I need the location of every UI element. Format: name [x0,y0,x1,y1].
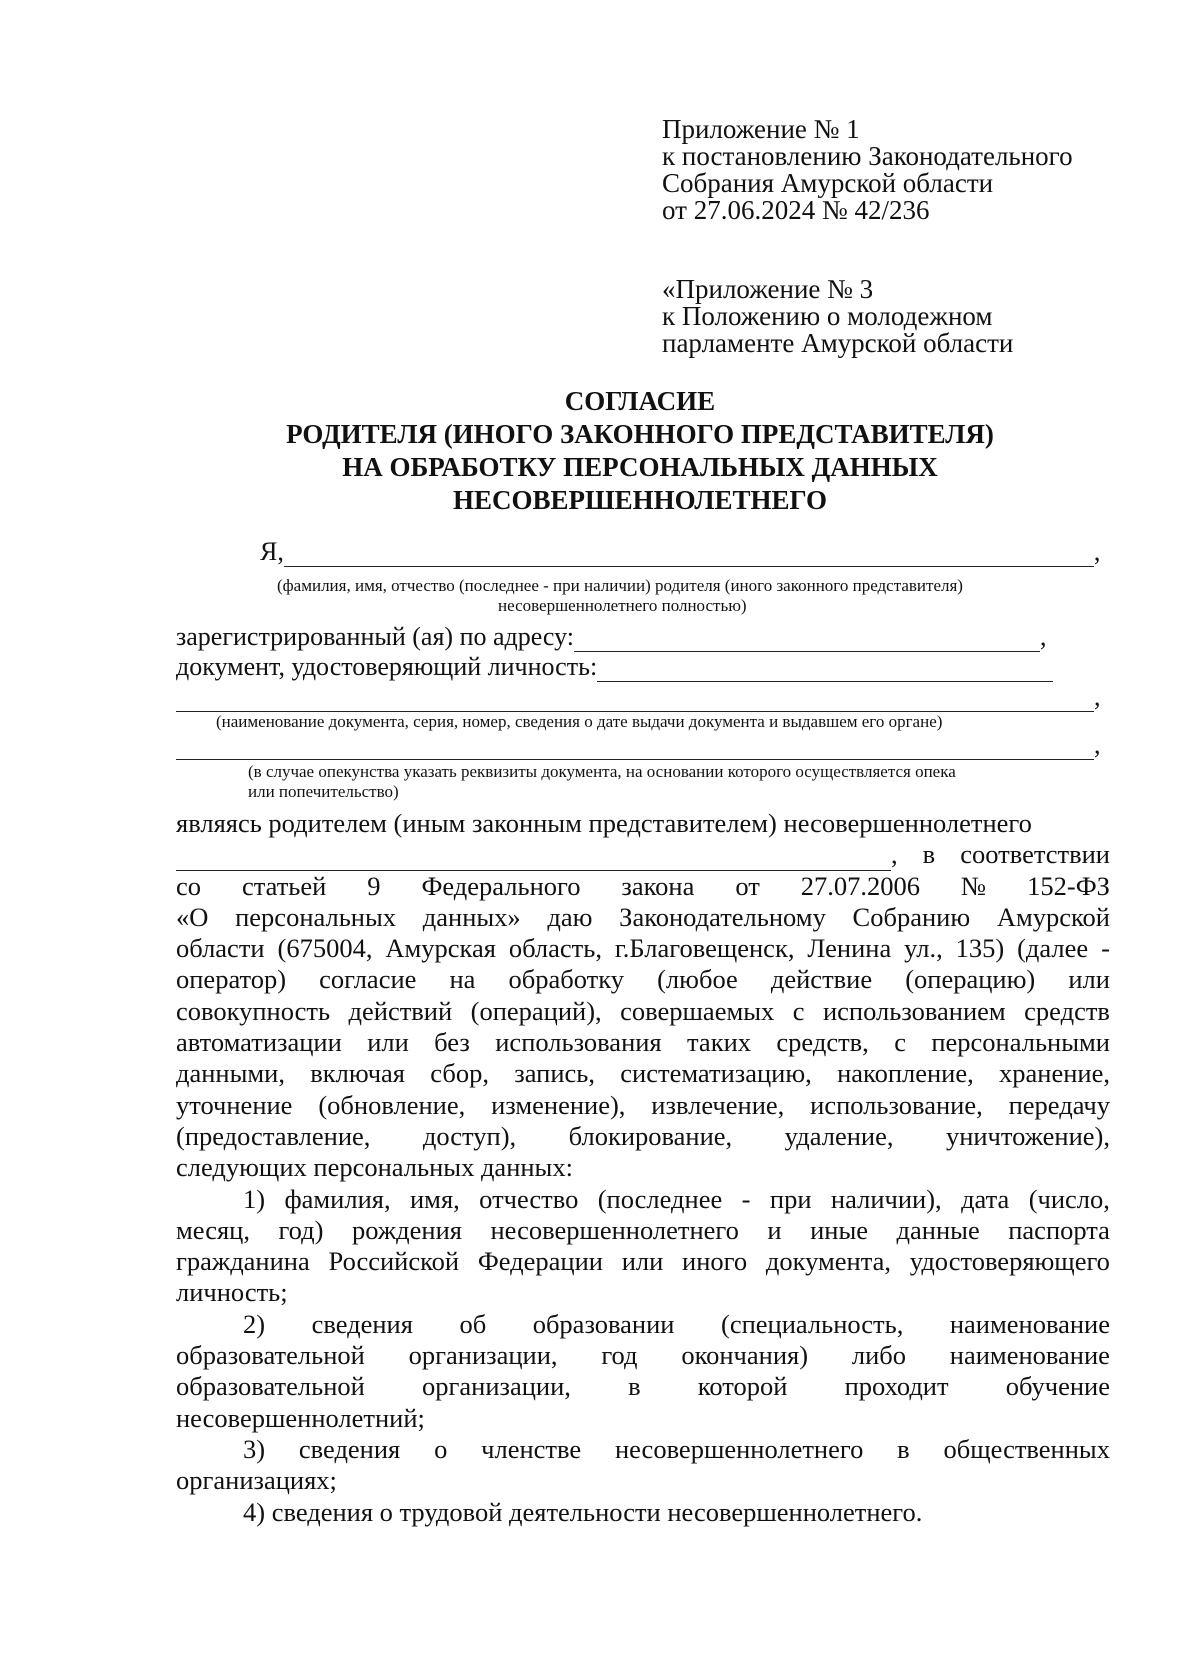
comma: , [1094,682,1101,711]
appendix-1-header [662,116,1142,224]
minor-blank-field[interactable] [176,848,891,871]
word: Российской [328,1246,460,1277]
list-item-1-line: личность; [176,1277,288,1308]
address-field-row [176,622,1047,652]
word: без [434,1027,470,1058]
word: действие [770,964,873,995]
word: 135) [955,933,1005,964]
word: несовершеннолетнего [614,1433,864,1464]
word: совокупность [176,995,331,1026]
word: накопление, [837,1058,974,1089]
word: наименование [949,1340,1110,1371]
word: образовании [532,1308,675,1339]
word: использованием [822,995,1006,1026]
comma: , [1040,622,1047,651]
word: иные [810,1214,869,1245]
word: уточнение [176,1089,293,1120]
word: средств [1024,995,1110,1026]
list-item-1-line [176,1215,1110,1246]
word: № [960,870,987,901]
guardian-caption: (в случае опекунства указать реквизиты документа, на основании которого осуществляется опека [248,762,956,781]
word: включая [310,1058,405,1089]
word: статьей [241,870,327,901]
list-item-4-line: 4) сведения о трудовой деятельности несовершеннолетнего. [243,1496,923,1527]
consent-body-text [176,808,1110,1528]
word: систематизацию, [620,1058,812,1089]
word: - [1101,933,1110,964]
word: с [894,1027,906,1058]
appendix-3-header [662,276,1142,357]
word: при [769,1183,812,1214]
word: организации, [408,1340,558,1371]
word: область, [508,933,602,964]
body-text: в [922,839,936,870]
word: отчество [479,1183,579,1214]
fio-field-row [260,537,1100,567]
word: 2) [243,1308,266,1339]
guardian-caption: или попечительство) [248,782,399,801]
word: (675004, [277,933,373,964]
word: об [459,1308,487,1339]
i-prefix: Я, [260,537,284,566]
word: (специальность, [721,1308,904,1339]
word: паспорта [1008,1214,1110,1245]
list-item-2-line [176,1340,1110,1371]
document-field-row-2 [176,682,1101,712]
document-caption: (наименование документа, серия, номер, сведения о дате выдачи документа и выдавшем его органе) [216,712,943,731]
word: - [741,1183,751,1214]
word: персональных [235,901,397,932]
justified-line [176,1121,1110,1152]
word: даю [547,901,593,932]
word: уничтожение), [945,1120,1110,1151]
word: на [449,964,476,995]
word: которой [697,1371,788,1402]
word: обучение [1005,1371,1110,1402]
guardian-field-row [176,730,1101,760]
word: 152-ФЗ [1027,870,1110,901]
word: г.Благовещенск, [614,933,795,964]
word: месяц, [176,1214,250,1245]
minor-field-row [176,839,1110,870]
word: Федерального [421,870,581,901]
list-item-1-line [176,1184,1110,1215]
body-line: являясь родителем (иным законным представителем) несовершеннолетнего [176,808,1032,838]
fio-blank-field[interactable] [284,542,1094,567]
title-line: РОДИТЕЛЯ (ИНОГО ЗАКОННОГО ПРЕДСТАВИТЕЛЯ) [286,419,994,449]
word: наименование [949,1308,1110,1339]
appendix-3-line: парламенте Амурской области [662,328,1014,358]
justified-line [176,1027,1110,1058]
word: несовершеннолетнего [490,1214,739,1245]
document-field-row [176,652,1053,682]
word: сведения [311,1308,413,1339]
word: использования [495,1027,662,1058]
list-item-3-line [176,1434,1110,1465]
word: фамилия, [284,1183,391,1214]
fio-caption: (фамилия, имя, отчество (последнее - при наличии) родителя (иного законного представителя) [277,576,963,595]
document-blank-field-2[interactable] [176,687,1094,712]
word: изменение), [491,1089,626,1120]
fio-caption: несовершеннолетнего полностью) [498,596,747,615]
list-item-2-line [176,1371,1110,1402]
justified-line [176,1090,1110,1121]
word: действий [348,995,453,1026]
word: рождения [352,1214,462,1245]
justified-line [176,902,1110,933]
word: окончания) [681,1340,809,1371]
word: таких [687,1027,752,1058]
guardian-blank-field[interactable] [176,735,1094,760]
word: автоматизации [176,1027,342,1058]
word: со [176,870,202,901]
title-line: НА ОБРАБОТКУ ПЕРСОНАЛЬНЫХ ДАННЫХ [342,452,938,482]
word: закона [621,870,695,901]
word: Законодательному [619,901,826,932]
word: год [601,1340,638,1371]
appendix-1-line: от 27.06.2024 № 42/236 [662,195,930,225]
comma: , [1093,537,1101,566]
word: данные [896,1214,980,1245]
word: в [628,1371,641,1402]
title-line: СОГЛАСИЕ [564,386,716,416]
list-item-2-line [176,1309,1110,1340]
word: гражданина [176,1246,310,1277]
address-blank-field[interactable] [574,627,1040,652]
word: запись, [514,1058,595,1089]
word: передачу [1008,1089,1110,1120]
word: членстве [481,1433,582,1464]
word: хранение, [999,1058,1110,1089]
word: совершаемых [620,995,775,1026]
word: (предоставление, [176,1120,371,1151]
word: «О [176,901,209,932]
word: организации, [422,1371,571,1402]
word: использование, [810,1089,983,1120]
justified-line [176,964,1110,995]
word: от [735,870,760,901]
word: Ленина [807,933,892,964]
word: данными, [176,1058,285,1089]
word: 9 [367,870,381,901]
word: документа, [765,1246,891,1277]
word: извлечение, [651,1089,785,1120]
word: год) [278,1214,324,1245]
word: обработку [508,964,625,995]
appendix-3-line: «Приложение № 3 [662,274,874,304]
word: согласие [319,964,417,995]
word: дата [961,1183,1010,1214]
word: в [897,1433,910,1464]
word: 3) [243,1433,266,1464]
word: образовательной [176,1371,365,1402]
word: удаление, [784,1120,894,1151]
word: Амурской [996,901,1110,932]
word: (обновление, [318,1089,466,1120]
body-line: следующих персональных данных: [176,1152,573,1183]
word: или [621,1246,664,1277]
appendix-1-line: Приложение № 1 [662,114,860,144]
word: либо [851,1340,906,1371]
body-text: , [891,839,898,870]
word: области [176,933,265,964]
appendix-1-line: к постановлению Законодательного [662,141,1073,171]
word: блокирование, [568,1120,733,1151]
word: (далее [1017,933,1089,964]
justified-line [176,1058,1110,1089]
word: доступ), [422,1120,517,1151]
word: (операцию) [905,964,1036,995]
word: с [792,995,805,1026]
word: проходит [844,1371,949,1402]
word: Федерации [477,1246,603,1277]
word: имя, [410,1183,460,1214]
body-line-tail [891,839,1110,870]
word: или [1068,964,1110,995]
word: сбор, [430,1058,489,1089]
word: иного [682,1246,748,1277]
word: 1) [243,1183,266,1214]
word: сведения [298,1433,401,1464]
word: средств, [776,1027,869,1058]
document-label: документ, удостоверяющий личность: [176,652,598,681]
word: о [434,1433,448,1464]
title-line: НЕСОВЕРШЕННОЛЕТНЕГО [453,485,827,515]
word: (любое [657,964,738,995]
word: (операций), [470,995,602,1026]
list-item-1-line [176,1246,1110,1277]
justified-line [176,933,1110,964]
body-text: соответствии [960,839,1110,870]
justified-line [176,996,1110,1027]
word: оператор) [176,964,287,995]
word: наличии), [830,1183,942,1214]
appendix-1-line: Собрания Амурской области [662,168,994,198]
document-blank-field[interactable] [597,657,1053,682]
document-title [170,385,1110,517]
word: Собранию [852,901,971,932]
list-item-2-line: несовершеннолетний; [176,1402,425,1433]
word: (последнее [597,1183,723,1214]
appendix-3-line: к Положению о молодежном [662,301,993,331]
body-line-words [176,871,1110,902]
word: данных» [422,901,521,932]
word: и [767,1214,782,1245]
comma: , [1094,730,1101,759]
word: Амурская [385,933,496,964]
word: (число, [1028,1183,1110,1214]
word: 27.07.2006 [800,870,920,901]
word: удостоверяющего [909,1246,1110,1277]
word: общественных [943,1433,1110,1464]
list-item-3-line: организациях; [176,1465,337,1496]
word: образовательной [176,1340,365,1371]
word: или [367,1027,409,1058]
address-label: зарегистрированный (ая) по адресу: [176,622,575,651]
word: персональными [931,1027,1110,1058]
word: ул., [904,933,943,964]
